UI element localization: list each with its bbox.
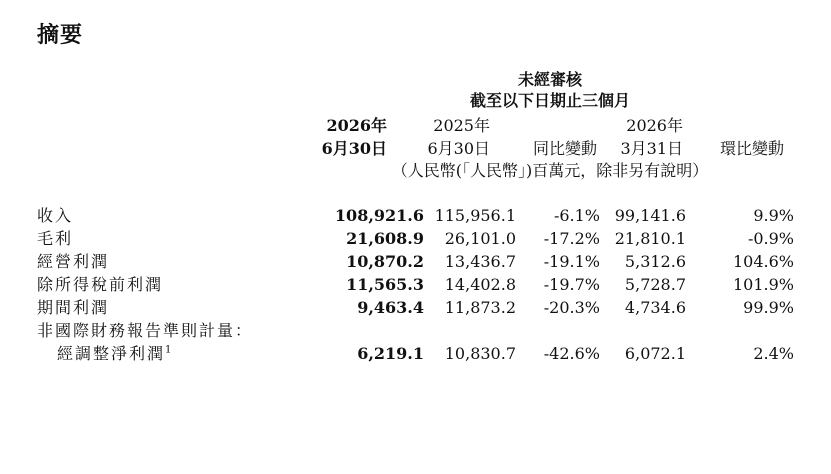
row-value-2025q2: 11,873.2 xyxy=(444,298,516,317)
non-ifrs-heading: 非國際財務報告準則計量： xyxy=(37,321,254,340)
row-value-qoq: 2.4% xyxy=(753,344,794,363)
row-label xyxy=(57,343,173,365)
header-col5-qoq: 環比變動 xyxy=(719,139,784,158)
row-value-2026q1: 99,141.6 xyxy=(614,206,686,225)
footnote-marker: 1 xyxy=(165,344,174,356)
row-value-yoy: -6.1% xyxy=(553,206,600,225)
row-value-qoq: 99.9% xyxy=(743,298,794,317)
row-value-2026q1: 4,734.6 xyxy=(624,298,686,317)
row-label: 收入 xyxy=(37,206,74,225)
header-col4-date: 3月31日 xyxy=(620,139,683,158)
header-col2-year: 2025年 xyxy=(433,116,490,135)
row-value-qoq: 9.9% xyxy=(753,206,794,225)
row-value-yoy: -42.6% xyxy=(543,344,600,363)
row-label: 毛利 xyxy=(37,229,74,248)
header-unit-note: （人民幣(「人民幣」)百萬元，除非另有說明） xyxy=(391,161,709,180)
row-value-2026q1: 5,728.7 xyxy=(624,275,686,294)
row-value-2026q1: 6,072.1 xyxy=(624,344,686,363)
header-period: 截至以下日期止三個月 xyxy=(469,91,630,110)
header-col3-yoy: 同比變動 xyxy=(532,139,597,158)
header-col4-year: 2026年 xyxy=(626,116,683,135)
row-value-2025q2: 14,402.8 xyxy=(444,275,516,294)
row-value-2025q2: 26,101.0 xyxy=(444,229,516,248)
row-value-2026q1: 5,312.6 xyxy=(624,252,686,271)
row-value-2026q2: 11,565.3 xyxy=(346,275,424,294)
table-row xyxy=(37,205,797,227)
row-value-2026q2: 21,608.9 xyxy=(346,229,424,248)
non-ifrs-heading-row xyxy=(37,320,797,342)
row-value-qoq: 101.9% xyxy=(732,275,794,294)
row-value-2026q1: 21,810.1 xyxy=(614,229,686,248)
table-row xyxy=(37,343,797,365)
row-value-2026q2: 6,219.1 xyxy=(357,344,424,363)
header-col1-year: 2026年 xyxy=(326,116,387,135)
header-col2-date: 6月30日 xyxy=(427,139,490,158)
row-value-qoq: 104.6% xyxy=(732,252,794,271)
row-value-2026q2: 10,870.2 xyxy=(346,252,424,271)
row-label: 經營利潤 xyxy=(37,252,110,271)
row-label: 期間利潤 xyxy=(37,298,110,317)
row-value-qoq: -0.9% xyxy=(747,229,794,248)
row-value-yoy: -19.7% xyxy=(543,275,600,294)
table-row xyxy=(37,251,797,273)
row-label: 除所得稅前利潤 xyxy=(37,275,164,294)
row-value-2025q2: 13,436.7 xyxy=(444,252,516,271)
row-value-2025q2: 10,830.7 xyxy=(444,344,516,363)
row-value-yoy: -17.2% xyxy=(543,229,600,248)
table-row xyxy=(37,228,797,250)
page-title: 摘要 xyxy=(37,23,84,48)
row-value-yoy: -19.1% xyxy=(543,252,600,271)
header-col1-date: 6月30日 xyxy=(321,139,387,158)
row-value-yoy: -20.3% xyxy=(543,298,600,317)
adjusted-net-profit-label: 經調整淨利潤 xyxy=(57,344,166,363)
row-value-2026q2: 9,463.4 xyxy=(357,298,424,317)
table-row xyxy=(37,297,797,319)
header-unaudited: 未經審核 xyxy=(517,70,582,89)
table-row xyxy=(37,274,797,296)
row-value-2026q2: 108,921.6 xyxy=(334,206,424,225)
row-value-2025q2: 115,956.1 xyxy=(434,206,516,225)
